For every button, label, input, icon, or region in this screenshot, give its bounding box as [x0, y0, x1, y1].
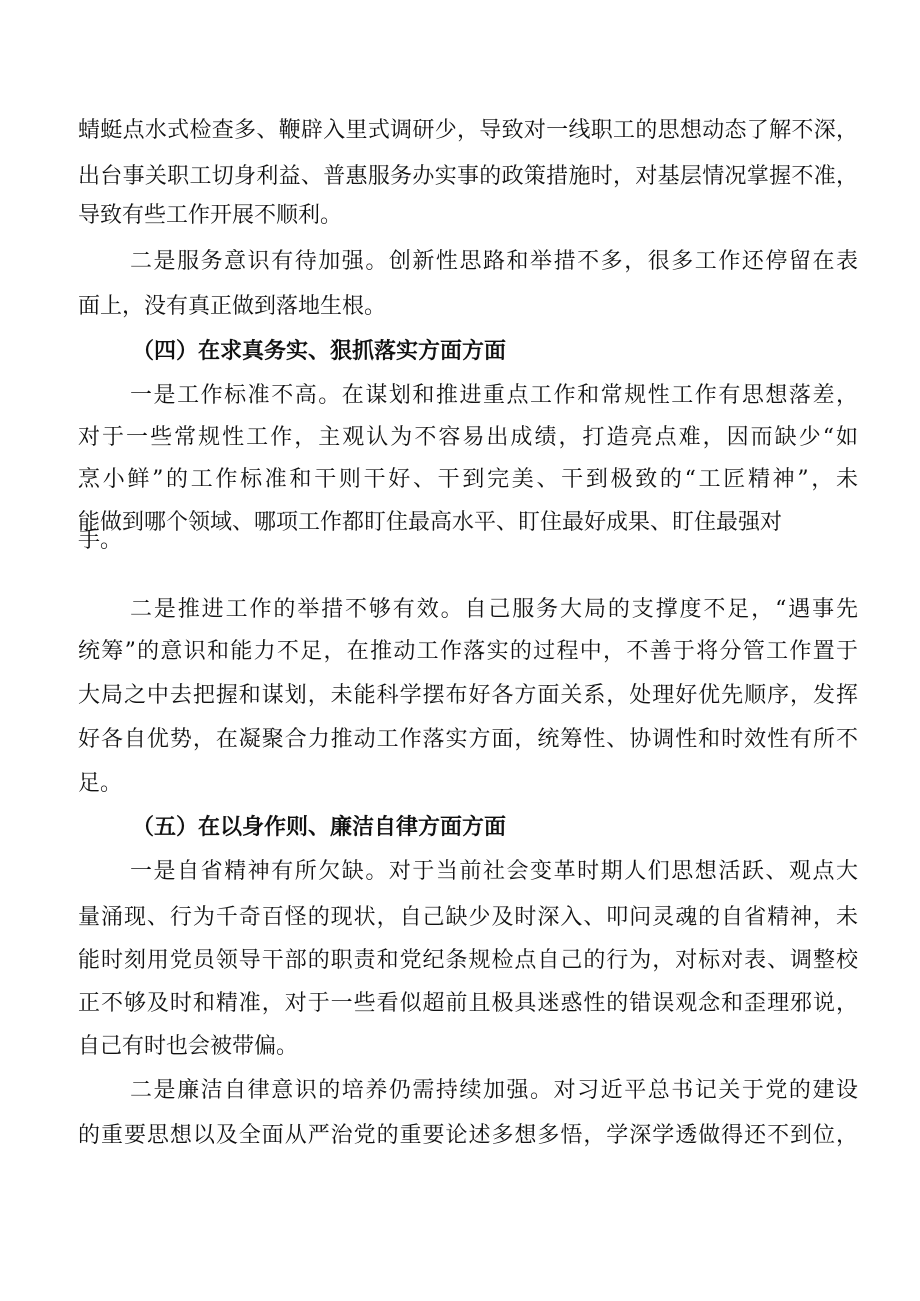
- text-line: 导致有些工作开展不顺利。: [78, 203, 343, 228]
- section-heading-4: （四）在求真务实、狠抓落实方面方面: [132, 339, 507, 364]
- text-line: 的重要思想以及全面从严治党的重要论述多想多悟，学深学透做得还不到位，: [78, 1123, 858, 1148]
- text-line: 出台事关职工切身利益、普惠服务办实事的政策措施时，对基层情况掌握不准，: [78, 164, 858, 189]
- paragraph-start: 二是推进工作的举措不够有效。自己服务大局的支撑度不足，“遇事先: [130, 597, 858, 622]
- text-line: 好各自优势，在凝聚合力推动工作落实方面，统筹性、协调性和时效性有所不: [78, 727, 858, 752]
- text-line: 能时刻用党员领导干部的职责和党纪条规检点自己的行为，对标对表、调整校: [78, 948, 858, 973]
- text-line: 正不够及时和精准，对于一些看似超前且极具迷惑性的错误观念和歪理邪说，: [78, 991, 858, 1016]
- text-line: 手。: [78, 528, 123, 553]
- section-heading-5: （五）在以身作则、廉洁自律方面方面: [132, 815, 507, 840]
- text-line: 蜻蜓点水式检查多、鞭辟入里式调研少，导致对一线职工的思想动态了解不深，: [78, 118, 858, 143]
- text-line: 对于一些常规性工作，主观认为不容易出成绩，打造亮点难，因而缺少“如: [78, 425, 858, 450]
- text-line: 大局之中去把握和谋划，未能科学摆布好各方面关系，处理好优先顺序，发挥: [78, 683, 858, 708]
- paragraph-start: 一是自省精神有所欠缺。对于当前社会变革时期人们思想活跃、观点大: [130, 859, 858, 884]
- text-line: 统筹”的意识和能力不足，在推动工作落实的过程中，不善于将分管工作置于: [78, 639, 858, 664]
- text-line: 面上，没有真正做到落地生根。: [78, 294, 387, 319]
- paragraph-start: 二是廉洁自律意识的培养仍需持续加强。对习近平总书记关于党的建设: [130, 1078, 858, 1103]
- text-line: 足。: [78, 771, 123, 796]
- paragraph-start: 二是服务意识有待加强。创新性思路和举措不多，很多工作还停留在表: [130, 249, 858, 274]
- text-line: 量涌现、行为千奇百怪的现状，自己缺少及时深入、叩问灵魂的自省精神，未: [78, 905, 858, 930]
- text-line: 能做到哪个领域、哪项工作都盯住最高水平、盯住最好成果、盯住最强对: [78, 510, 783, 535]
- paragraph-start: 一是工作标准不高。在谋划和推进重点工作和常规性工作有思想落差，: [130, 383, 858, 408]
- text-line: 烹小鲜”的工作标准和干则干好、干到完美、干到极致的“工匠精神”，未: [78, 467, 858, 492]
- text-line: 自己有时也会被带偏。: [78, 1034, 299, 1059]
